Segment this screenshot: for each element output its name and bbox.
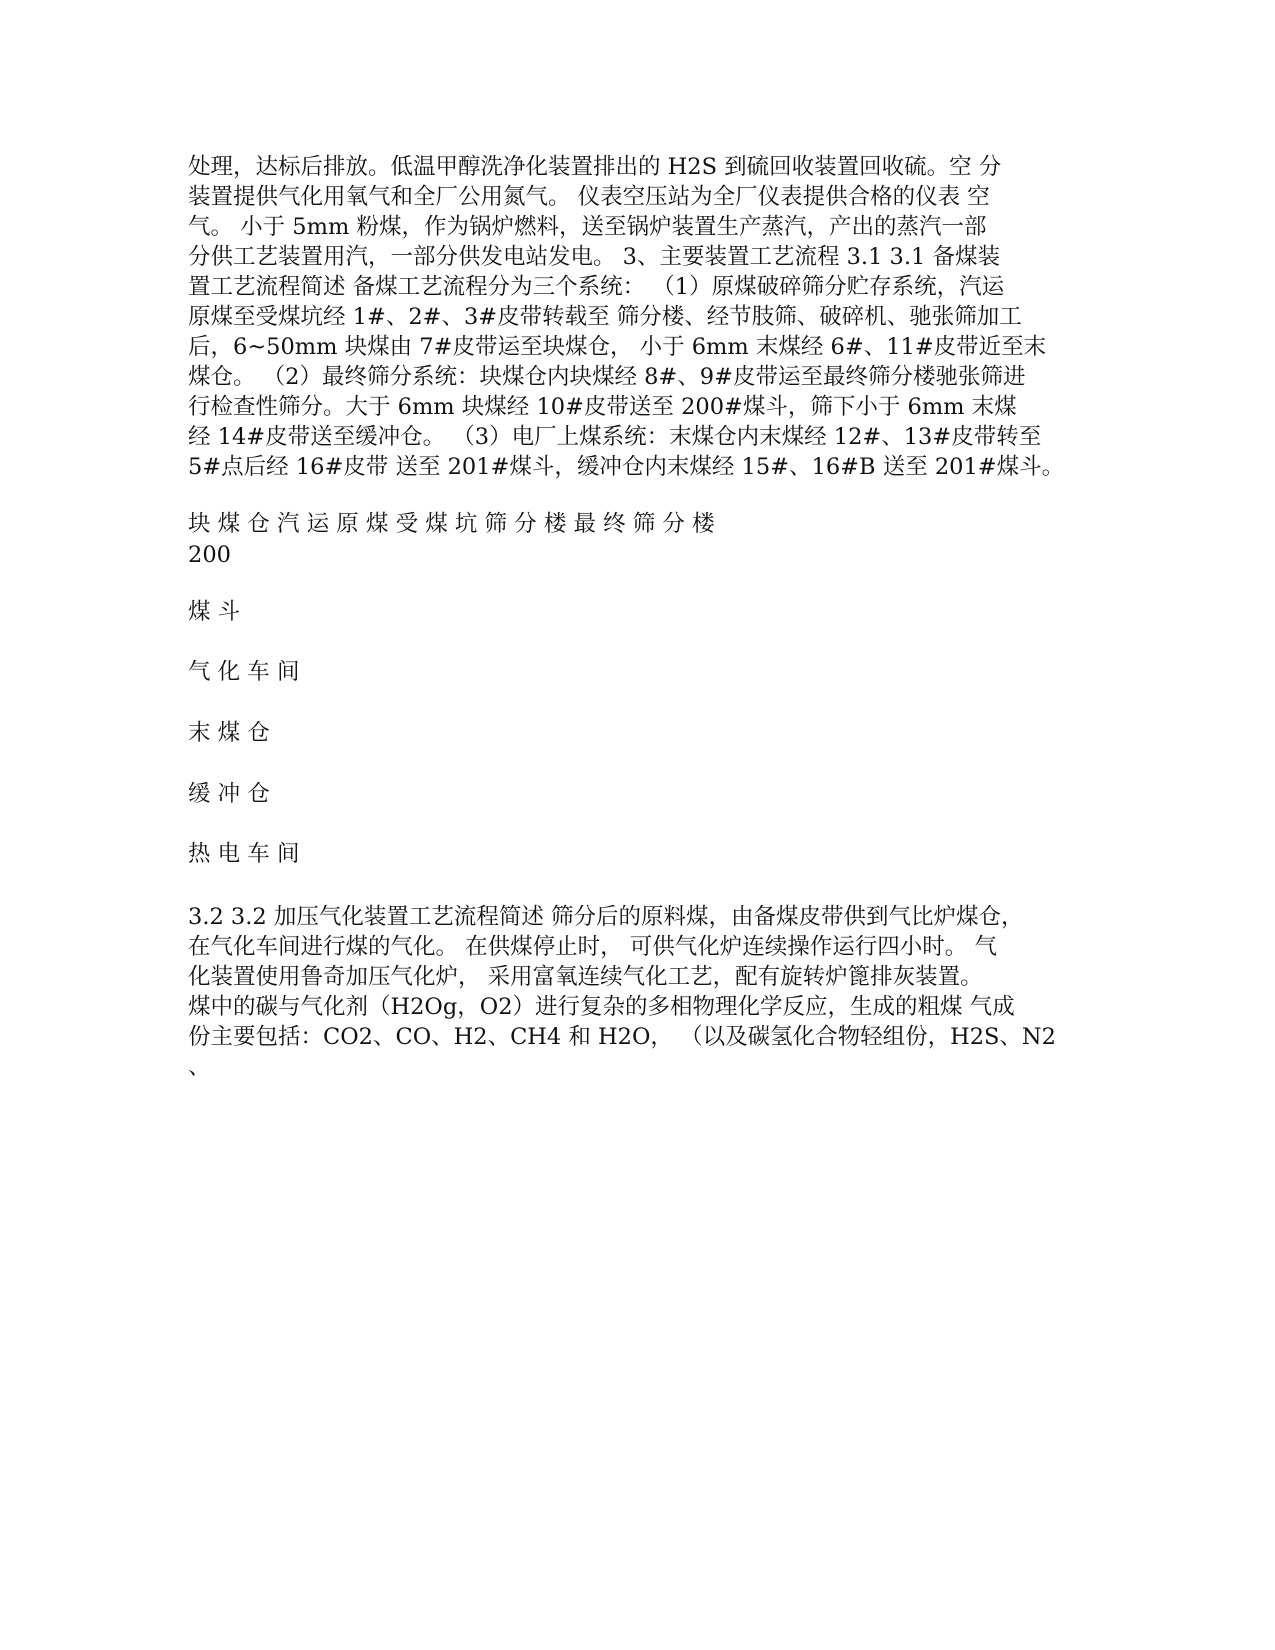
- text-line: 后，6~50mm 块煤由 7#皮带运至块煤仓， 小于 6mm 末煤经 6#、11#皮带近至末: [188, 334, 1047, 360]
- text-line: 气。 小于 5mm 粉煤，作为锅炉燃料，送至锅炉装置生产蒸汽，产出的蒸汽一部: [188, 214, 987, 240]
- paragraph-gasification: [188, 902, 1100, 1082]
- text-line: 经 14#皮带送至缓冲仓。 （3）电厂上煤系统：末煤仓内末煤经 12#、13#皮带转至: [188, 424, 1042, 450]
- text-line: 原煤至受煤坑经 1#、2#、3#皮带转载至 筛分楼、经节肢筛、破碎机、驰张筛加工: [188, 304, 1022, 330]
- text-line: 在气化车间进行煤的气化。 在供煤停止时， 可供气化炉连续操作运行四小时。 气: [188, 934, 997, 960]
- flow-label-fine-coal-bin: 末 煤 仓: [188, 720, 270, 746]
- text-line: 5#点后经 16#皮带 送至 201#煤斗，缓冲仓内末煤经 15#、16#B 送至 201#煤斗。: [188, 454, 1065, 480]
- flow-label-number: 200: [188, 542, 231, 568]
- text-line: 煤中的碳与气化剂（H2Og，O2）进行复杂的多相物理化学反应，生成的粗煤 气成: [188, 994, 1015, 1020]
- text-line: 行检查性筛分。大于 6mm 块煤经 10#皮带送至 200#煤斗，筛下小于 6mm 末煤: [188, 394, 1017, 420]
- flow-label-coal-hopper: 煤 斗: [188, 599, 241, 625]
- text-line: 3.2 3.2 加压气化装置工艺流程简述 筛分后的原料煤，由备煤皮带供到气比炉煤仓，: [188, 904, 1024, 930]
- text-line: 份主要包括：CO2、CO、H2、CH4 和 H2O， （以及碳氢化合物轻组份，H2S、N2: [188, 1024, 1056, 1050]
- paragraph-coal-prep: [188, 152, 1100, 482]
- flow-label-gasification-workshop: 气 化 车 间: [188, 659, 300, 685]
- text-line: 处理，达标后排放。低温甲醇洗净化装置排出的 H2S 到硫回收装置回收硫。空 分: [188, 154, 1002, 180]
- flow-label-buffer-bin: 缓 冲 仓: [188, 781, 270, 807]
- text-line: 化装置使用鲁奇加压气化炉， 采用富氧连续气化工艺，配有旋转炉篦排灰装置。: [188, 964, 983, 990]
- text-line: 置工艺流程简述 备煤工艺流程分为三个系统： （1）原煤破碎筛分贮存系统，汽运: [188, 274, 1005, 300]
- text-line: 煤仓。 （2）最终筛分系统：块煤仓内块煤经 8#、9#皮带运至最终筛分楼驰张筛进: [188, 364, 1026, 390]
- text-line: 装置提供气化用氧气和全厂公用氮气。 仪表空压站为全厂仪表提供合格的仪表 空: [188, 184, 990, 210]
- flow-label-thermal-power-workshop: 热 电 车 间: [188, 841, 300, 867]
- flow-label-row: 块 煤 仓 汽 运 原 煤 受 煤 坑 筛 分 楼 最 终 筛 分 楼: [188, 511, 715, 537]
- text-line: 分供工艺装置用汽，一部分供发电站发电。 3、主要装置工艺流程 3.1 3.1 备煤装: [188, 244, 1000, 270]
- text-line: 、: [188, 1054, 211, 1080]
